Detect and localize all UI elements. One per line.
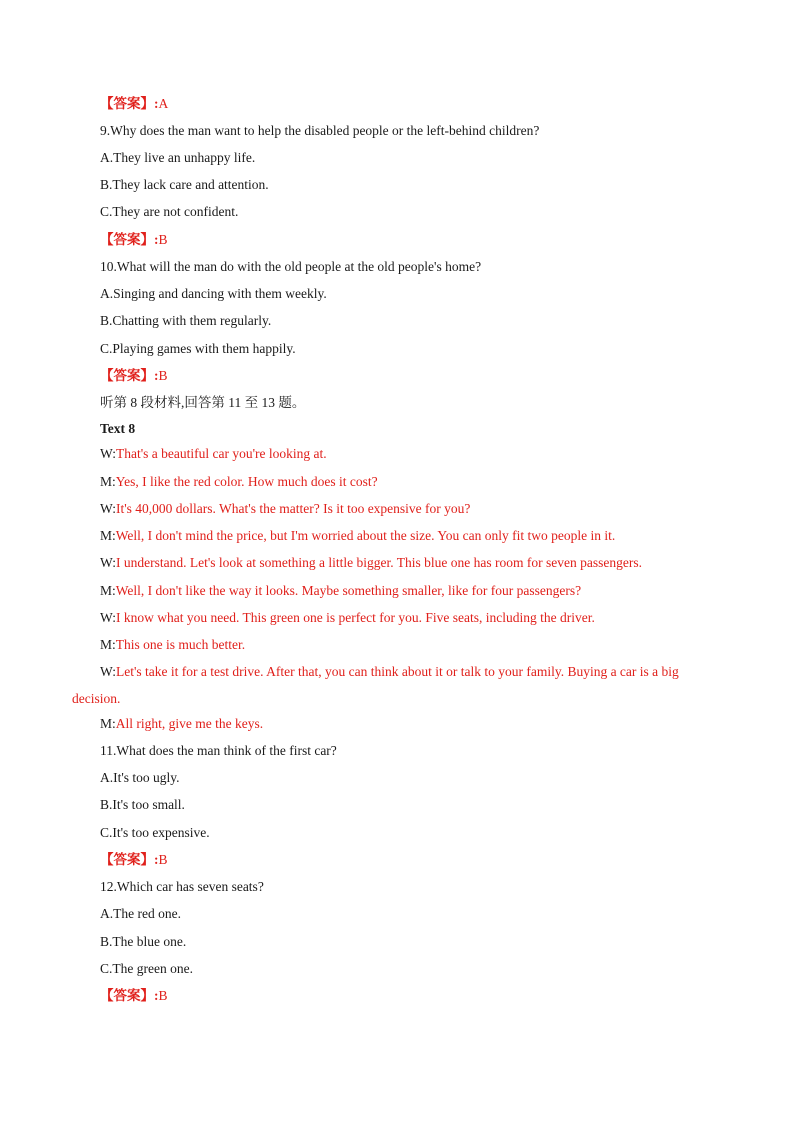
question-10: 10.What will the man do with the old people at the old people's home? xyxy=(100,259,482,274)
answer-line: 【答案】:B xyxy=(100,368,168,383)
question-9: 9.Why does the man want to help the disabled people or the left-behind children? xyxy=(100,123,540,138)
option-a: A.Singing and dancing with them weekly. xyxy=(100,286,327,301)
dialog-line: M:Yes, I like the red color. How much does it cost? xyxy=(100,474,378,489)
dialog-line: W:It's 40,000 dollars. What's the matter? Is it too expensive for you? xyxy=(100,501,471,516)
option-b: B.The blue one. xyxy=(100,934,187,949)
dialog-line: W:Let's take it for a test drive. After that, you can think about it or talk to your family. Buying a car is a big xyxy=(100,664,679,679)
dialog-line: M:Well, I don't mind the price, but I'm worried about the size. You can only fit two people in it. xyxy=(100,528,616,543)
dialog-line: W:I understand. Let's look at something a little bigger. This blue one has room for seven passengers. xyxy=(100,555,642,570)
dialog-line: M:This one is much better. xyxy=(100,637,246,652)
answer-line: 【答案】:A xyxy=(100,96,169,111)
dialog-line: W:That's a beautiful car you're looking at. xyxy=(100,446,327,461)
dialog-line: M:Well, I don't like the way it looks. Maybe something smaller, like for four passengers? xyxy=(100,583,582,598)
answer-line: 【答案】:B xyxy=(100,232,168,247)
option-c: C.The green one. xyxy=(100,961,193,976)
dialog-line-continued: decision. xyxy=(72,691,121,706)
option-b: B.Chatting with them regularly. xyxy=(100,313,272,328)
answer-line: 【答案】:B xyxy=(100,988,168,1003)
section-instruction: 听第 8 段材料,回答第 11 至 13 题。 xyxy=(100,395,306,410)
option-a: A.The red one. xyxy=(100,906,181,921)
dialog-line: W:I know what you need. This green one is perfect for you. Five seats, including the driver. xyxy=(100,610,595,625)
option-a: A.It's too ugly. xyxy=(100,770,180,785)
option-b: B.They lack care and attention. xyxy=(100,177,269,192)
option-c: C.They are not confident. xyxy=(100,204,239,219)
section-title: Text 8 xyxy=(100,421,136,436)
question-12: 12.Which car has seven seats? xyxy=(100,879,264,894)
question-11: 11.What does the man think of the first car? xyxy=(100,743,337,758)
option-a: A.They live an unhappy life. xyxy=(100,150,256,165)
option-b: B.It's too small. xyxy=(100,797,185,812)
answer-line: 【答案】:B xyxy=(100,852,168,867)
dialog-line: M:All right, give me the keys. xyxy=(100,716,264,731)
option-c: C.It's too expensive. xyxy=(100,825,210,840)
option-c: C.Playing games with them happily. xyxy=(100,341,296,356)
